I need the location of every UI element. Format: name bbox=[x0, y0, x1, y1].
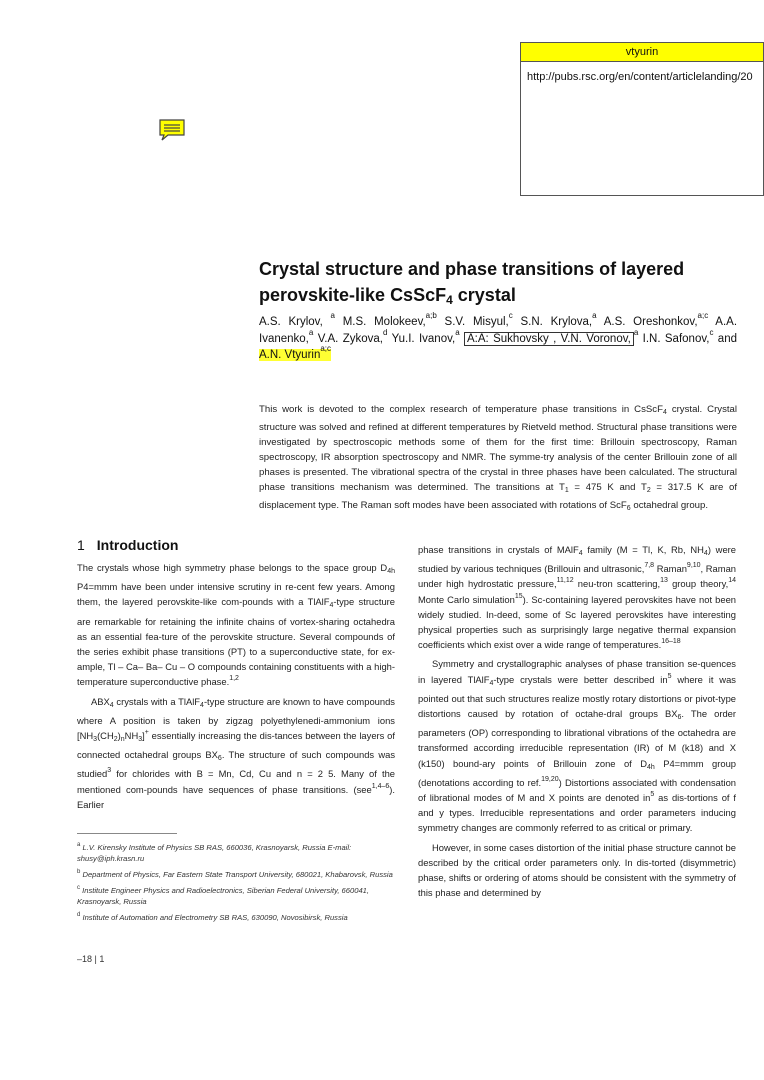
annotation-popup[interactable] bbox=[520, 42, 764, 196]
left-column: The crystals whose high symmetry phase belongs to the space group $D_{4h}$ P4=mmm have been under intensive scrutiny in re-cent few years. Among them, the layered perovskite-like com-pounds with a TlAlF$_4$-type structure are remarkable for retaining the infinite chains of vortex-sharing octahedra as an essential fea-ture of the perovskite structure. Several compounds of the series exhibit phase transitions (PT) to a superconductive state, for ex-ample, Tl – Ca– Ba– Cu – O compounds containing constituents with a high-temperature superconductive phase.$^{1,2}$ $ABX_4$ crystals with a TlAlF$_4$-type structure are known to have compounds where A position is taken by zigzag polyethylenedi-ammonium ions $[NH_3(CH_2)_nNH_3]^+$ essentially increasing the dis-tances between the layers of connected octahedral groups $BX_6$. The structure of such compounds was studied$^3$ for chlorides with B = Mn, Cd, Cu and n = 2 5. Many of the mentioned com-pounds have sequences of phase transitions. (see$^{1,4-6}$). Earlier bbox=[77, 562, 396, 810]
footnote-divider bbox=[77, 833, 177, 834]
footnotes: $^a$ L.V. Kirensky Institute of Physics SB RAS, 660036, Krasnoyarsk, Russia E-mail: shusy@iph.krasn.ru $^b$ Department of Physics, Far Eastern State Transport University, 680021, Khabarovsk, Russia $^c$ Institute Engineer Physics and Radioelectronics, Siberian Federal University, 660041, Krasnoyarsk, Russia $^d$ Institute of Automation and Electrometry SB RAS, 630090, Novosibirsk, Russia bbox=[77, 842, 393, 922]
highlighted-author[interactable]: A.N. Vtyurin$^{a;c}$ bbox=[259, 344, 332, 361]
author-list: A.S. Krylov, $^a$ M.S. Molokeev,$^{a;b}$ S.V. Misyul,$^c$ S.N. Krylova,$^a$ A.S. Oreshonkov,$^{a;c}$ A.A. Ivanenko,$^a$ V.A. Zykova,$^d$ Yu.I. Ivanov,$^a$ A:A: Sukhovsky , V.N. Voronov,$^a$ I.N. Safonov,$^c$ and A.N. Vtyurin$^{a;c}$ bbox=[259, 311, 738, 361]
page-number: –18 | 1 bbox=[77, 954, 105, 964]
right-column: phase transitions in crystals of MAlF$_4$ family (M = Tl, K, Rb, $NH_4$) were studied by various techniques (Brillouin and ultrasonic,$^{7,8}$ Raman$^{9,10}$, Raman under high hydrostatic pressure,$^{11,12}$ neu-tron scattering,$^{13}$ group theory,$^{14}$ Monte Carlo simulation$^{15}$). Sc-containing layered perovskites have not been widely studied. In-deed, some of Sc layered perovskites have interesting physical properties such as surprisingly large negative thermal expansion coefficients which exist over a wide range of temperatures.$^{16-18}$ Symmetry and crystallographic analyses of phase transition se-quences in layered TlAlF$_4$-type crystals were better described $in^5$ where it was pointed out that such structures realize mostly rotary distortions or pivot-type distortions caused by rotation of octahe-dral groups $BX_6$. The order parameters (OP) corresponding to librational vibrations of the octahedra are transformed according irreducible representation (IR) of M (k18) and X (k150) bound-ary points of Brillouin zone of $D_{4h}$ P4=mmm group (denotations according to ref.$^{19,20}$) Distortions associated with condensation of librational modes of M and X points are denoted $in^5$ as dis-tortions of f and y types. Irreducible representations and order parameters inducing symmetry changes are commonly referred to as critical or primary. However, in some cases distortion of the initial phase structure cannot be described by the critical order parameters only. In dis-torted (disymmetric) phase, shifts or ordering of atoms should be consistent with the symmetry of this phase and determined by bbox=[418, 544, 737, 899]
annotation-url[interactable]: http://pubs.rsc.org/en/content/articlelanding/20 bbox=[527, 71, 753, 83]
article-title: Crystal structure and phase transitions of layered perovskite-like CsScF$_4$ crystal bbox=[259, 259, 685, 307]
abstract: This work is devoted to the complex research of temperature phase transitions in CsScF$_4$ crystal. Crystal structure was solved and refined at different temperatures by Rietveld method. Structural phase transitions were investigated by spectroscopic methods some of them for the first time: Brillouin spectroscopy, Raman spectroscopy, IR absorption spectroscopy and NMR. The symme-try analysis of the center Brillouin zone of all phases is presented. The vibrational spectra of the crystal in three phases have been calculated. The structural phase transitions mechanism was determined. The transitions at $T_1 = 475$ K and $T_2 = 317.5$ K are of displacement type. The Raman soft modes have been associated with rotations of ScF$_6$ octahedral group. bbox=[259, 404, 737, 512]
boxed-author[interactable]: A:A: Sukhovsky , V.N. Voronov, bbox=[464, 332, 634, 346]
comment-icon[interactable] bbox=[158, 118, 186, 142]
section-heading: 1 Introduction bbox=[77, 537, 179, 553]
annotation-author: vtyurin bbox=[521, 43, 763, 62]
